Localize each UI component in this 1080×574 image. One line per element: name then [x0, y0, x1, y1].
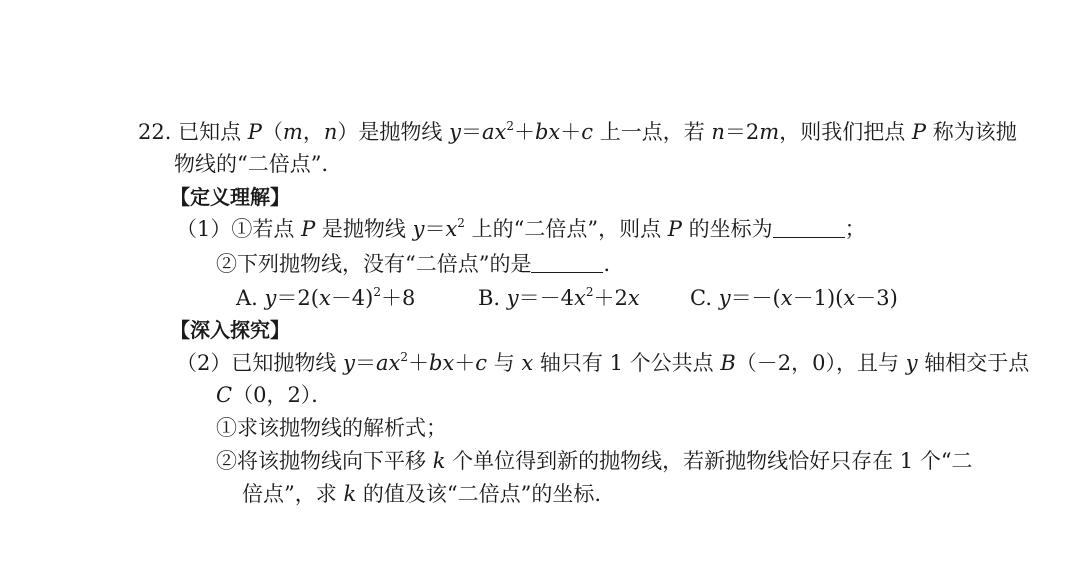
text: ＝－(	[730, 286, 781, 310]
section-heading-explore: 【深入探究】	[170, 318, 290, 342]
text: 已知点	[178, 120, 242, 144]
option-label: A.	[236, 286, 258, 310]
var-c: c	[475, 351, 488, 375]
text: 上的“二倍点”，则点	[471, 217, 662, 241]
var-P: P	[247, 120, 262, 144]
option-label: B.	[478, 286, 501, 310]
var-y: y	[718, 286, 731, 310]
var-x: x	[318, 286, 331, 310]
text: 轴只有 1 个公共点	[539, 351, 714, 375]
option-label: C.	[690, 286, 712, 310]
text: ，	[302, 120, 324, 144]
exponent: 2	[506, 119, 514, 133]
var-x: x	[843, 286, 856, 310]
text: －4)	[330, 286, 374, 310]
var-n: n	[711, 120, 725, 144]
text: 倍点”，求	[242, 482, 337, 506]
var-B: B	[720, 351, 736, 375]
exponent: 2	[373, 285, 382, 299]
text: ，则我们把点	[779, 120, 906, 144]
section-heading-definition: 【定义理解】	[170, 185, 290, 209]
option-b	[478, 283, 640, 313]
text: ＝2(	[276, 286, 319, 310]
text: ＝2	[724, 120, 760, 144]
answer-blank	[531, 250, 603, 273]
var-k: k	[432, 449, 446, 473]
text: ．	[603, 252, 625, 276]
text: 个单位得到新的抛物线，若新抛物线恰好只存在 1 个“二	[452, 449, 973, 473]
text: （－2，0），且与	[735, 351, 899, 375]
text: ＝	[460, 120, 482, 144]
text: 是抛物线	[358, 120, 443, 144]
text: （2）已知抛物线	[176, 351, 337, 375]
text: （	[261, 120, 283, 144]
var-ax: ax	[375, 351, 401, 375]
text: 的值及该“二倍点”的坐标.	[362, 482, 602, 506]
var-P: P	[667, 217, 682, 241]
question-2-line-2	[216, 380, 332, 410]
var-x: x	[521, 351, 534, 375]
text: （0，2）．	[232, 383, 333, 407]
text: 轴相交于点	[924, 351, 1030, 375]
text: ②下列抛物线，没有“二倍点”的是	[216, 252, 532, 276]
var-k: k	[343, 482, 357, 506]
problem-line-1	[138, 117, 1017, 147]
question-2-2-line-2	[242, 479, 601, 509]
question-1-1	[176, 214, 866, 244]
var-y: y	[412, 217, 425, 241]
text: ；	[844, 217, 866, 241]
var-y: y	[343, 351, 355, 375]
var-P: P	[911, 120, 927, 144]
text: ②将该抛物线向下平移	[216, 449, 426, 473]
text: （1）①若点	[176, 217, 295, 241]
text: 物线的“二倍点”．	[174, 152, 343, 176]
var-bx: bx	[534, 120, 561, 144]
var-x: x	[574, 286, 586, 310]
text: ＋8	[381, 286, 416, 310]
question-2-2	[216, 446, 973, 476]
exponent: 2	[585, 285, 594, 299]
var-ax: ax	[481, 120, 507, 144]
text: 上一点，若	[599, 120, 705, 144]
question-2	[176, 348, 1029, 378]
option-c	[690, 283, 898, 313]
option-a	[236, 283, 415, 313]
question-1-2	[216, 249, 624, 279]
text: 称为该抛	[932, 120, 1017, 144]
text: －3)	[855, 286, 898, 310]
text: ＝－4	[518, 286, 575, 310]
text: ＋2	[593, 286, 628, 310]
text: ＋	[513, 120, 535, 144]
var-y: y	[905, 351, 918, 375]
var-bx: bx	[428, 351, 455, 375]
text: ＝	[424, 217, 446, 241]
text: －1)(	[792, 286, 844, 310]
exponent: 2	[400, 350, 408, 364]
text: 与	[493, 351, 515, 375]
var-y: y	[264, 286, 277, 310]
var-m: m	[282, 120, 303, 144]
var-y: y	[506, 286, 519, 310]
text: ＝	[354, 351, 376, 375]
var-P: P	[301, 217, 316, 241]
var-m: m	[759, 120, 780, 144]
var-c: c	[581, 120, 594, 144]
text: 的坐标为	[688, 217, 773, 241]
text: ）	[337, 120, 359, 144]
var-C: C	[216, 383, 233, 407]
var-x: x	[445, 217, 458, 241]
text: ①求该抛物线的解析式；	[216, 416, 447, 440]
var-y: y	[449, 120, 461, 144]
problem-line-2	[174, 149, 342, 179]
var-x: x	[780, 286, 793, 310]
text: ＋	[407, 351, 429, 375]
answer-blank	[773, 215, 845, 238]
text: ＋	[560, 120, 582, 144]
var-n: n	[323, 120, 338, 144]
question-2-1	[216, 413, 447, 443]
text: ＋	[454, 351, 476, 375]
exponent: 2	[457, 216, 465, 230]
text: 是抛物线	[321, 217, 406, 241]
var-x: x	[627, 286, 640, 310]
problem-number: 22.	[138, 120, 172, 144]
